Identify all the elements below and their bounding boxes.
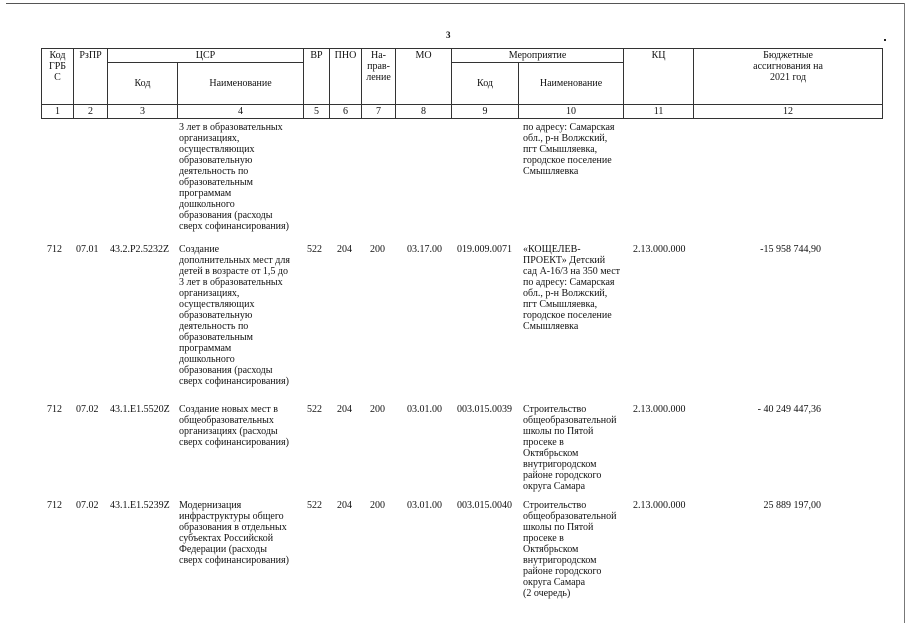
header-kod-grbs: Код ГРБ С	[42, 49, 74, 105]
header-mo: МО	[396, 49, 452, 105]
cell-kc: 2.13.000.000	[633, 404, 686, 415]
col-number: 2	[74, 105, 108, 119]
cell-grbs: 712	[47, 244, 62, 255]
header-meropr: Мероприятие	[452, 49, 624, 63]
col-number: 4	[178, 105, 304, 119]
page-top-border	[6, 3, 905, 4]
cell-grbs: 712	[47, 404, 62, 415]
cell-csr-kod: 43.1.E1.5520Z	[110, 404, 170, 415]
stray-mark	[884, 39, 886, 41]
cell-rzpr: 07.02	[76, 404, 99, 415]
cell-meropr-name: «КОЩЕЛЕВ- ПРОЕКТ» Детский сад А-16/3 на 350 мест по адресу: Самарская обл., р-н Волжский, пгт Смышляевка, городское поселение Смышляевка	[523, 244, 621, 332]
header-rzpr: РзПР	[74, 49, 108, 105]
cell-csr-name: Модернизация инфраструктуры общего образования в отдельных субъектах Российской Федерации (расходы сверх софинансирования)	[179, 500, 289, 566]
cell-rzpr: 07.01	[76, 244, 99, 255]
col-number: 7	[362, 105, 396, 119]
col-number: 12	[694, 105, 883, 119]
cell-kc: 2.13.000.000	[633, 500, 686, 511]
cell-csr-kod: 43.1.E1.5239Z	[110, 500, 170, 511]
col-number: 3	[108, 105, 178, 119]
col-number: 9	[452, 105, 519, 119]
header-csr-name: Наименование	[178, 63, 304, 105]
col-number: 10	[519, 105, 624, 119]
cell-meropr-name: по адресу: Самарская обл., р-н Волжский, пгт Смышляевка, городское поселение Смышляевка	[523, 122, 615, 177]
cell-pno: 204	[337, 500, 352, 511]
cell-kc: 2.13.000.000	[633, 244, 686, 255]
cell-napr: 200	[370, 500, 385, 511]
header-kc: КЦ	[624, 49, 694, 105]
table-header	[41, 48, 883, 119]
cell-rzpr: 07.02	[76, 500, 99, 511]
cell-vr: 522	[307, 244, 322, 255]
cell-grbs: 712	[47, 500, 62, 511]
header-vr: ВР	[304, 49, 330, 105]
cell-pno: 204	[337, 244, 352, 255]
col-number: 1	[42, 105, 74, 119]
cell-sum: - 40 249 447,36	[757, 404, 821, 415]
cell-csr-kod: 43.2.P2.5232Z	[110, 244, 170, 255]
cell-mo: 03.01.00	[407, 500, 442, 511]
header-pno: ПНО	[330, 49, 362, 105]
header-csr-kod: Код	[108, 63, 178, 105]
cell-sum: -15 958 744,90	[760, 244, 821, 255]
header-naprav: На- прав- ление	[362, 49, 396, 105]
cell-pno: 204	[337, 404, 352, 415]
header-meropr-name: Наименование	[519, 63, 624, 105]
cell-vr: 522	[307, 500, 322, 511]
cell-meropr-name: Строительство общеобразовательной школы по Пятой просеке в Октябрьском внутригородском районе городского округа Самара (2 очередь)	[523, 500, 617, 599]
table-row	[41, 404, 882, 496]
cell-sum: 25 889 197,00	[763, 500, 821, 511]
cell-napr: 200	[370, 404, 385, 415]
header-budget: Бюджетные ассигнования на 2021 год	[694, 49, 883, 105]
cell-mo: 03.01.00	[407, 404, 442, 415]
table-row	[41, 244, 882, 400]
cell-csr-name: 3 лет в образовательных организациях, осуществляющих образовательную деятельность по образовательным программам дошкольного образования (расходы сверх софинансирования)	[179, 122, 289, 232]
cell-csr-name: Создание новых мест в общеобразовательных организациях (расходы сверх софинансирования)	[179, 404, 289, 448]
cell-meropr-kod: 003.015.0040	[457, 500, 512, 511]
col-number: 11	[624, 105, 694, 119]
cell-meropr-kod: 019.009.0071	[457, 244, 512, 255]
col-number: 6	[330, 105, 362, 119]
col-number: 8	[396, 105, 452, 119]
table-row	[41, 122, 882, 240]
cell-mo: 03.17.00	[407, 244, 442, 255]
header-meropr-kod: Код	[452, 63, 519, 105]
cell-napr: 200	[370, 244, 385, 255]
col-number: 5	[304, 105, 330, 119]
cell-meropr-name: Строительство общеобразовательной школы по Пятой просеке в Октябрьском внутригородском районе городского округа Самара	[523, 404, 617, 492]
table-row	[41, 500, 882, 610]
cell-vr: 522	[307, 404, 322, 415]
cell-csr-name: Создание дополнительных мест для детей в возрасте от 1,5 до 3 лет в образовательных организациях, осуществляющих образовательную деятельность по образовательным программам дошкольного образования (расходы сверх софинансирования)	[179, 244, 290, 387]
header-csr: ЦСР	[108, 49, 304, 63]
page-number: 3	[446, 30, 451, 40]
cell-meropr-kod: 003.015.0039	[457, 404, 512, 415]
